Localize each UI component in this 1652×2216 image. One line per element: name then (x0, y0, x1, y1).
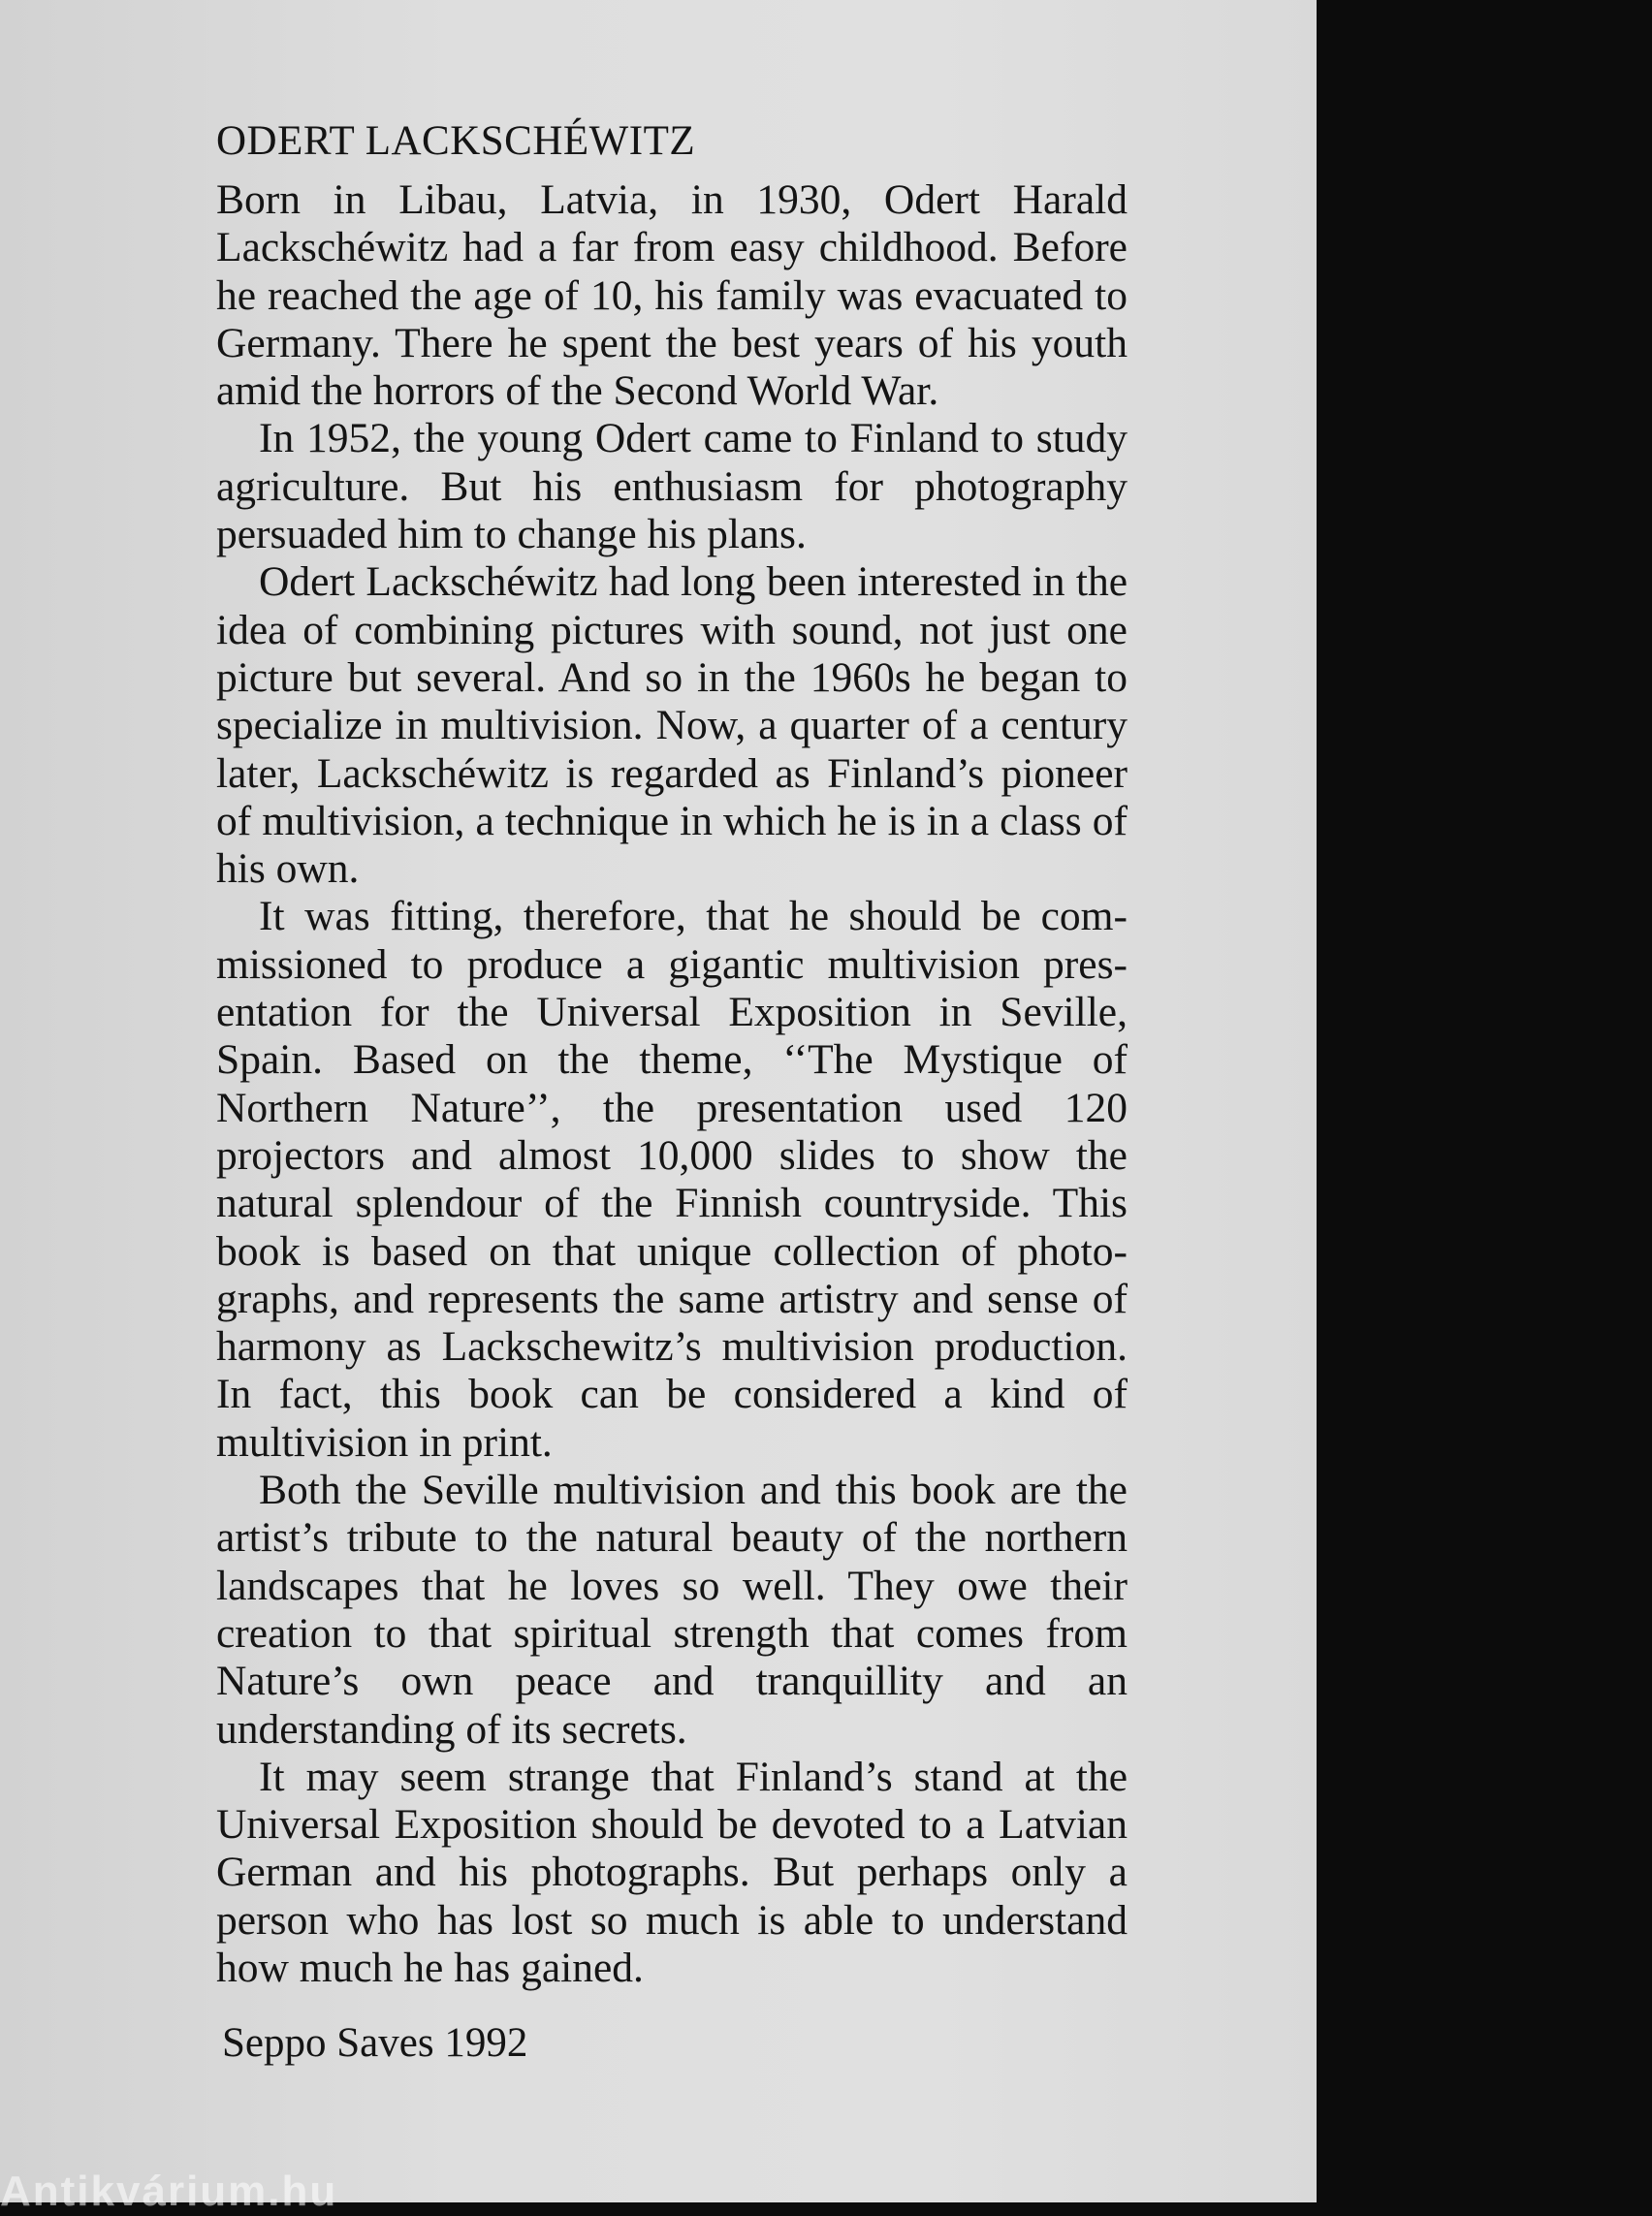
page-title: ODERT LACKSCHÉWITZ (216, 118, 696, 164)
paragraph-6: It may seem strange that Finland’s stand at the Universal Exposition should be devoted to a Latvian German and his photographs. But perhaps only a person who has lost so much is able to understand how much he has gained. (216, 1753, 1128, 1991)
paragraph-4: It was fitting, therefore, that he should be commissioned to produce a gigantic multivision presentation for the Universal Exposition in Seville, Spain. Based on the theme, ‘‘The Mystique of Northern Nature’’, the presentation used 120 projectors and almost 10,000 slides to show the natural splendour of the Finnish countryside. This book is based on that unique collection of photographs, and represents the same artistry and sense of harmony as Lackschewitz’s multivision production. In fact, this book can be considered a kind of multivision in print. (216, 893, 1128, 1466)
paragraph-1: Born in Libau, Latvia, in 1930, Odert Harald Lackschéwitz had a far from easy childhood. Before he reached the age of 10, his family was evacuated to Germany. There he spent the best years of his youth amid the horrors of the Second World War. (216, 176, 1128, 415)
watermark: Antikvárium.hu (0, 2168, 338, 2215)
paragraph-5: Both the Seville multivision and this book are the artist’s tribute to the natural beauty of the northern landscapes that he loves so well. They owe their creation to that spiritual strength that comes from Nature’s own peace and tranquillity and an understanding of its secrets. (216, 1467, 1128, 1753)
text-column (216, 114, 1128, 2068)
paragraph-3: Odert Lackschéwitz had long been interested in the idea of combining pictures with sound, not just one picture but several. And so in the 1960s he began to specialize in multivision. Now, a quarter of a century later, Lackschéwitz is regarded as Finland’s pioneer of multivision, a technique in which he is in a class of his own. (216, 558, 1128, 893)
signature: Seppo Saves 1992 (222, 2020, 528, 2067)
paragraph-2: In 1952, the young Odert came to Finland to study agriculture. But his enthusiasm for photography persuaded him to change his plans. (216, 415, 1128, 558)
